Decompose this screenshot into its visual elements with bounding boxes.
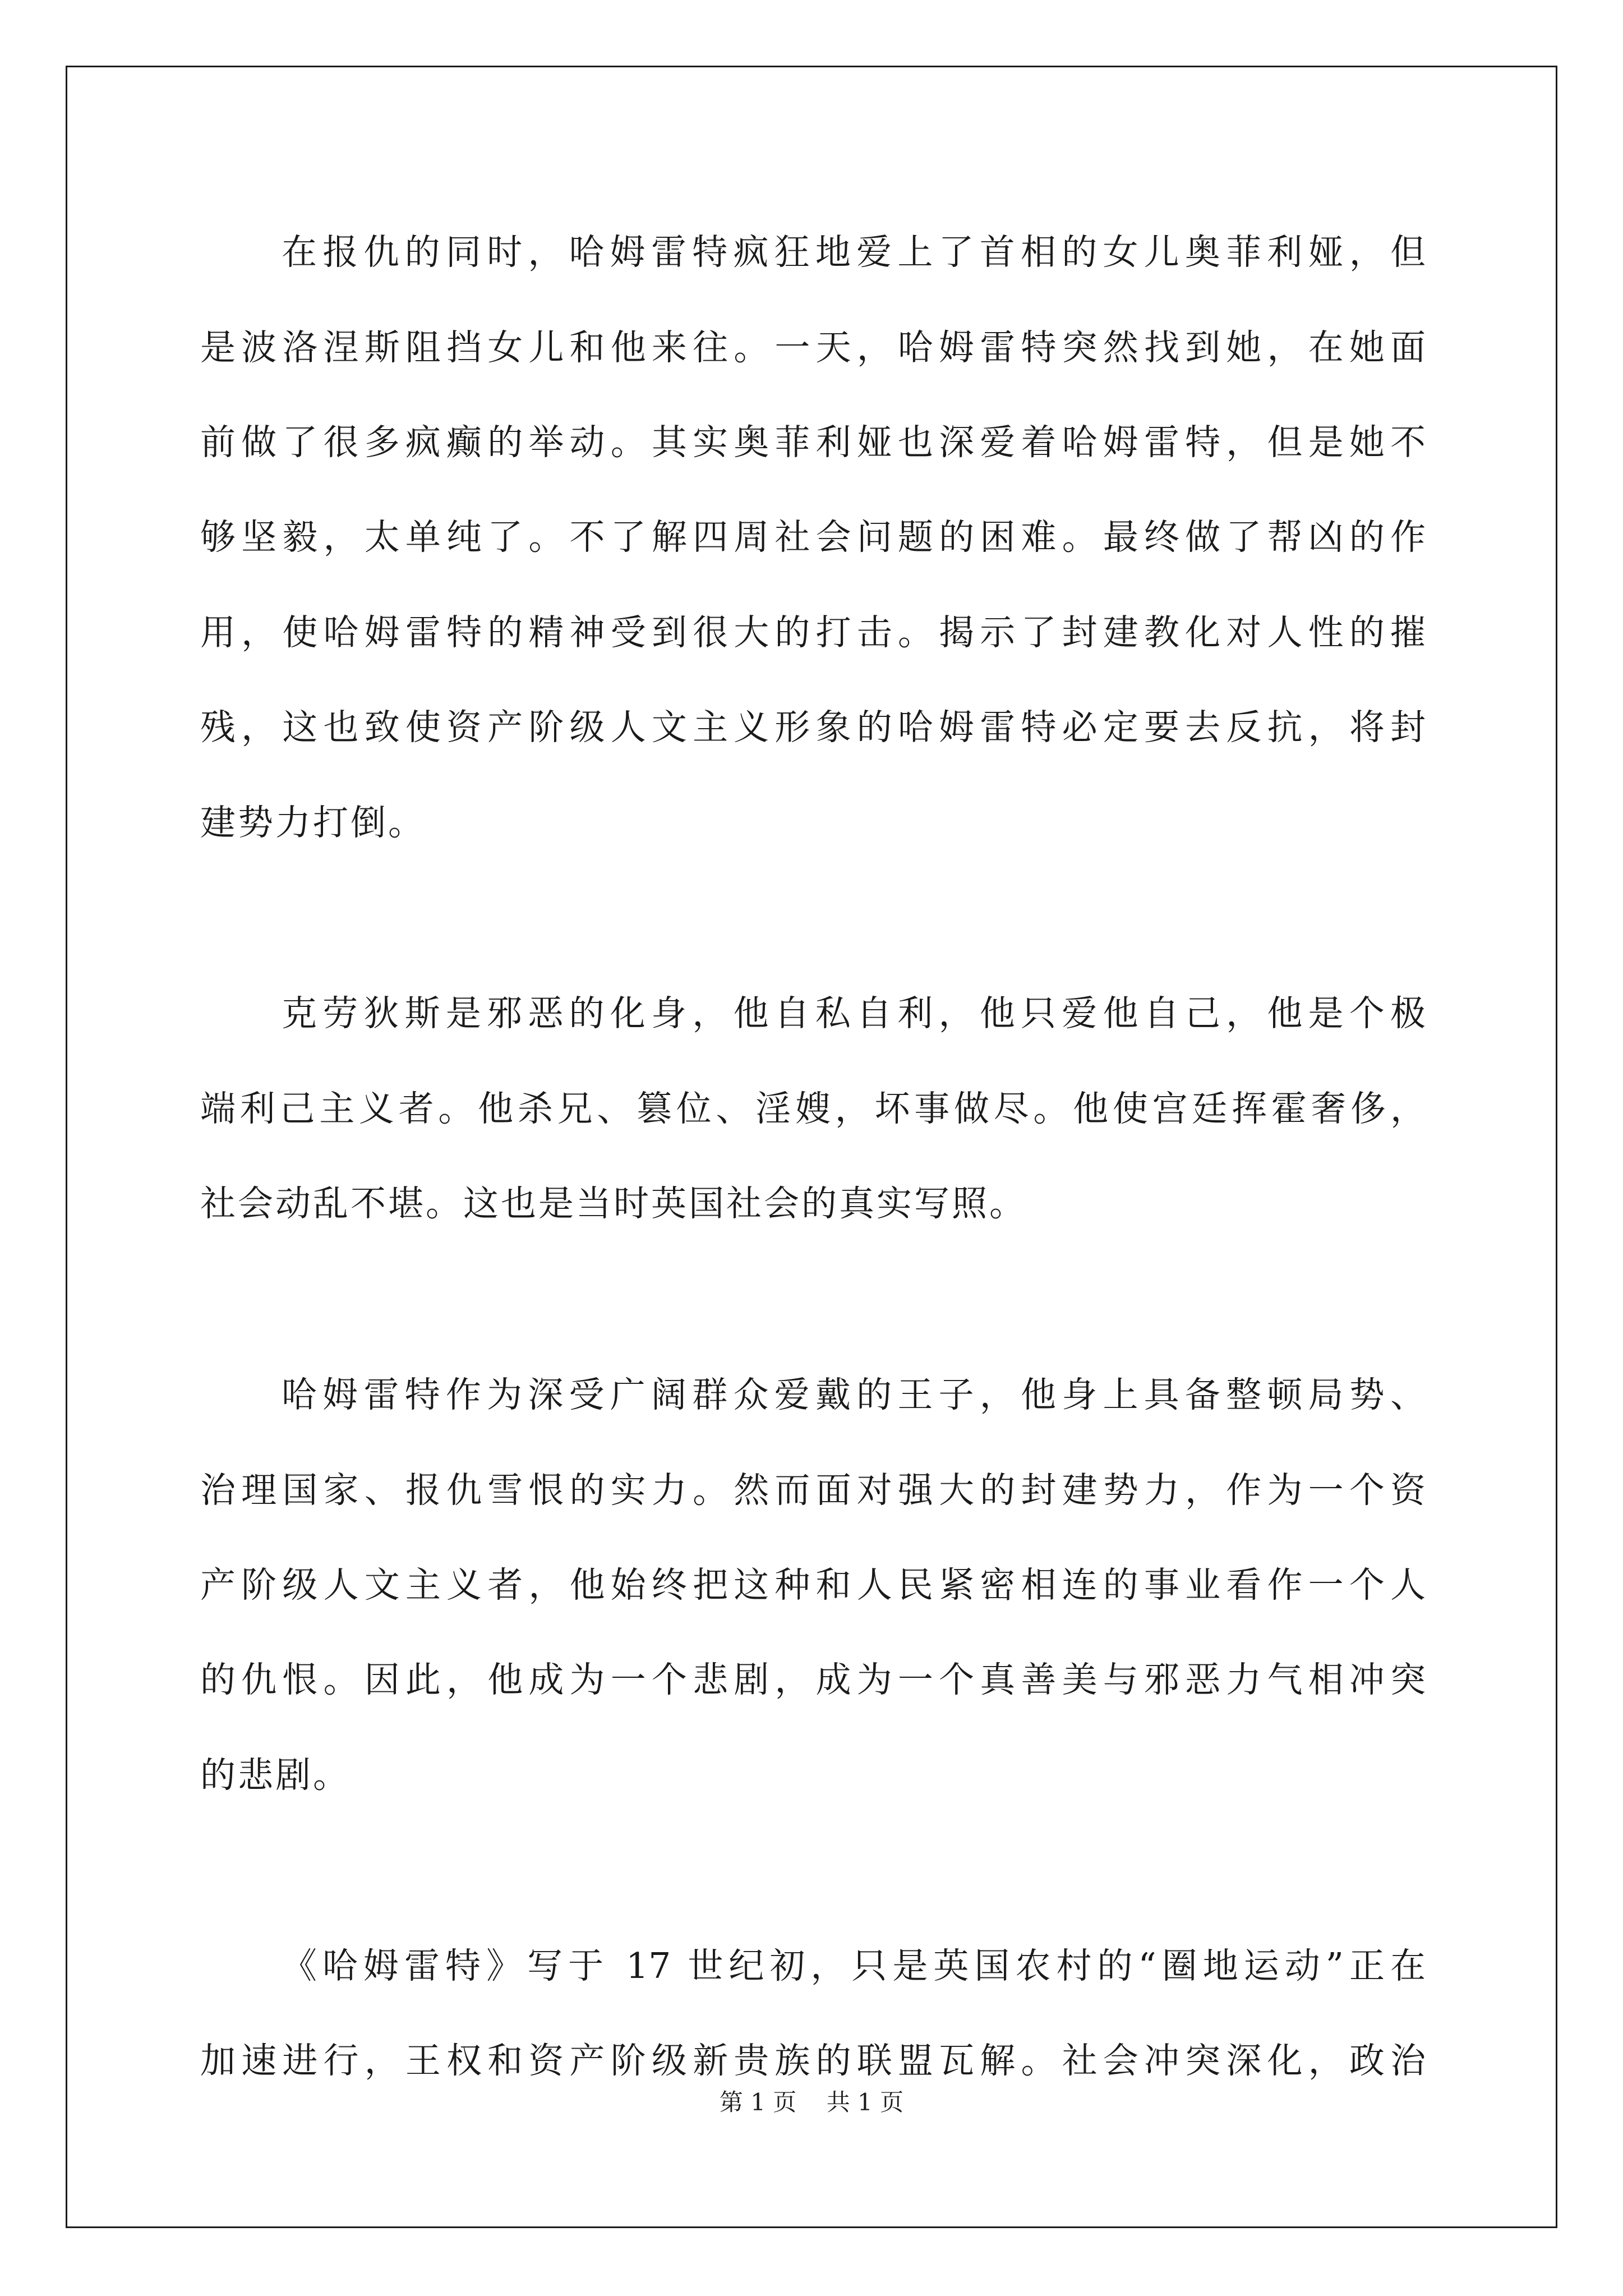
text-line: 够坚毅，太单纯了。不了解四周社会问题的困难。最终做了帮凶的作 [200, 517, 1426, 558]
text-line: 的悲剧。 [200, 1755, 351, 1796]
text-line: 的仇恨。因此，他成为一个悲剧，成为一个真善美与邪恶力气相冲突 [200, 1659, 1426, 1700]
text-line: 治理国家、报仇雪恨的实力。然而面对强大的封建势力，作为一个资 [200, 1470, 1426, 1511]
text-line: 是波洛涅斯阻挡女儿和他来往。一天，哈姆雷特突然找到她，在她面 [200, 327, 1426, 368]
text-line: 克劳狄斯是邪恶的化身，他自私自利，他只爱他自己，他是个极 [282, 993, 1426, 1034]
text-line: 哈姆雷特作为深受广阔群众爱戴的王子，他身上具备整顿局势、 [282, 1374, 1426, 1415]
text-line: 用，使哈姆雷特的精神受到很大的打击。揭示了封建教化对人性的摧 [200, 612, 1426, 653]
text-line: 残，这也致使资产阶级人文主义形象的哈姆雷特必定要去反抗，将封 [200, 707, 1426, 748]
text-line: 在报仇的同时，哈姆雷特疯狂地爱上了首相的女儿奥菲利娅，但 [282, 232, 1426, 273]
text-line: 端利己主义者。他杀兄、篡位、淫嫂，坏事做尽。他使宫廷挥霍奢侈， [200, 1088, 1426, 1129]
text-line: 加速进行，王权和资产阶级新贵族的联盟瓦解。社会冲突深化，政治 [200, 2040, 1426, 2081]
text-line: 建势力打倒。 [200, 802, 426, 843]
text-line: 社会动乱不堪。这也是当时英国社会的真实写照。 [200, 1183, 1027, 1224]
text-line: 《哈姆雷特》写于 17 世纪初，只是英国农村的“圈地运动”正在 [282, 1945, 1426, 1986]
text-line: 产阶级人文主义者，他始终把这种和人民紧密相连的事业看作一个人 [200, 1565, 1426, 1605]
text-line: 前做了很多疯癫的举动。其实奥菲利娅也深爱着哈姆雷特，但是她不 [200, 422, 1426, 463]
page-footer: 第 1 页 共 1 页 [719, 2088, 904, 2116]
